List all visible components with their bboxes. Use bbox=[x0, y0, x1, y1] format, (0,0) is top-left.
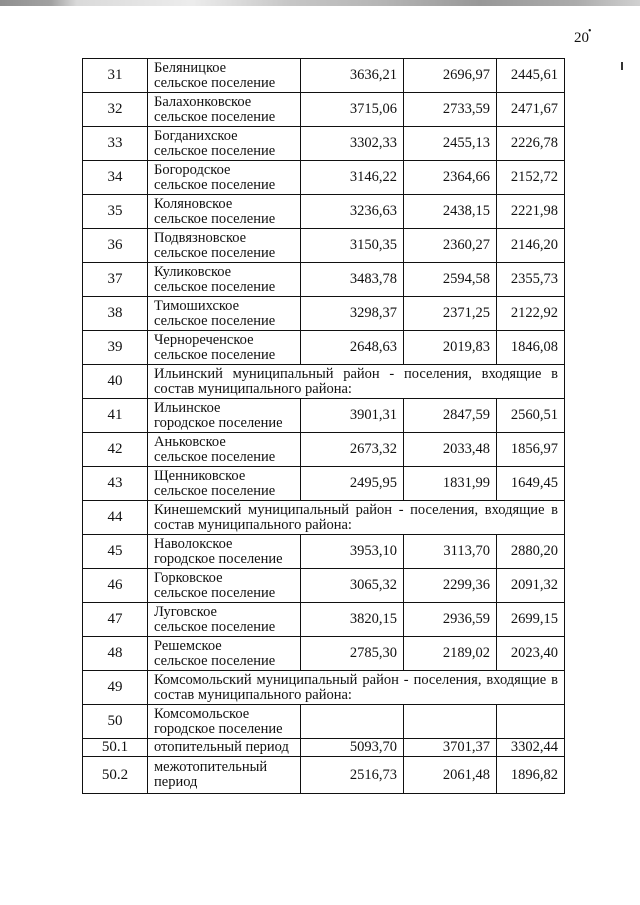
settlement-name-line1: Горковское bbox=[154, 569, 223, 586]
value-v2: 2299,36 bbox=[404, 569, 497, 603]
table-row bbox=[83, 229, 565, 263]
value-v1: 2516,73 bbox=[301, 757, 404, 794]
value-v1: 2673,32 bbox=[301, 433, 404, 467]
settlement-name bbox=[148, 127, 301, 161]
settlement-name-line2: сельское поселение bbox=[154, 584, 276, 601]
settlement-name-line2: сельское поселение bbox=[154, 74, 276, 91]
settlement-name bbox=[148, 331, 301, 365]
settlement-name-line1: Чернореченское bbox=[154, 331, 254, 348]
table-row bbox=[83, 263, 565, 297]
value-v1: 3820,15 bbox=[301, 603, 404, 637]
settlement-name-line2: сельское поселение bbox=[154, 176, 276, 193]
settlement-name-line1: отопительный период bbox=[154, 739, 289, 755]
value-v2: 2733,59 bbox=[404, 93, 497, 127]
value-v3: 2226,78 bbox=[497, 127, 565, 161]
tariff-table bbox=[82, 58, 565, 794]
settlement-name-line2: сельское поселение bbox=[154, 346, 276, 363]
settlement-name-line2: городское поселение bbox=[154, 414, 283, 431]
value-v2: 2594,58 bbox=[404, 263, 497, 297]
value-v2: 2360,27 bbox=[404, 229, 497, 263]
row-number: 48 bbox=[83, 637, 148, 671]
settlement-name bbox=[148, 637, 301, 671]
section-header-row bbox=[83, 365, 565, 399]
value-v2: 2061,48 bbox=[404, 757, 497, 794]
row-number: 35 bbox=[83, 195, 148, 229]
row-number: 45 bbox=[83, 535, 148, 569]
value-v1: 3715,06 bbox=[301, 93, 404, 127]
value-v2: 3113,70 bbox=[404, 535, 497, 569]
value-v1: 3636,21 bbox=[301, 59, 404, 93]
row-number: 33 bbox=[83, 127, 148, 161]
settlement-name-line1: Подвязновское bbox=[154, 229, 247, 246]
settlement-name-line1: Щенниковское bbox=[154, 467, 246, 484]
settlement-name-line2: сельское поселение bbox=[154, 448, 276, 465]
value-v2: 2371,25 bbox=[404, 297, 497, 331]
value-v1: 2648,63 bbox=[301, 331, 404, 365]
table-row bbox=[83, 739, 565, 757]
row-number: 32 bbox=[83, 93, 148, 127]
value-v3: 1856,97 bbox=[497, 433, 565, 467]
table-row bbox=[83, 467, 565, 501]
settlement-name-line2: сельское поселение bbox=[154, 108, 276, 125]
row-number: 44 bbox=[83, 501, 148, 535]
value-v1: 2785,30 bbox=[301, 637, 404, 671]
settlement-name bbox=[148, 195, 301, 229]
settlement-name bbox=[148, 59, 301, 93]
value-v3: 1896,82 bbox=[497, 757, 565, 794]
settlement-name-line1: Балахонковское bbox=[154, 93, 252, 110]
settlement-name-line2: сельское поселение bbox=[154, 278, 276, 295]
settlement-name-line1: Решемское bbox=[154, 637, 222, 654]
table-row bbox=[83, 127, 565, 161]
settlement-name-line1: Комсомольское bbox=[154, 705, 250, 722]
table-row bbox=[83, 603, 565, 637]
table-row bbox=[83, 535, 565, 569]
settlement-name-line2: сельское поселение bbox=[154, 312, 276, 329]
table-row bbox=[83, 705, 565, 739]
row-number: 49 bbox=[83, 671, 148, 705]
row-number: 38 bbox=[83, 297, 148, 331]
value-v3: 2445,61 bbox=[497, 59, 565, 93]
row-number: 50 bbox=[83, 705, 148, 739]
settlement-name bbox=[148, 433, 301, 467]
settlement-name-line1: межотопительный bbox=[154, 759, 268, 775]
row-number: 40 bbox=[83, 365, 148, 399]
settlement-name-line1: Богородское bbox=[154, 161, 231, 178]
settlement-name-line1: Аньковское bbox=[154, 433, 226, 450]
value-v1: 3065,32 bbox=[301, 569, 404, 603]
row-number: 36 bbox=[83, 229, 148, 263]
settlement-name-line1: Богданихское bbox=[154, 127, 238, 144]
value-v3: 2880,20 bbox=[497, 535, 565, 569]
settlement-name-line1: Беляницкое bbox=[154, 59, 227, 76]
settlement-name bbox=[148, 263, 301, 297]
value-v3: 2560,51 bbox=[497, 399, 565, 433]
value-v3 bbox=[497, 705, 565, 739]
table-row bbox=[83, 433, 565, 467]
value-v1: 3483,78 bbox=[301, 263, 404, 297]
value-v1: 3150,35 bbox=[301, 229, 404, 263]
settlement-name-line1: Коляновское bbox=[154, 195, 233, 212]
district-header: Комсомольский муниципальный район - поселения, входящие в состав муниципального района: bbox=[148, 671, 565, 705]
value-v1: 3236,63 bbox=[301, 195, 404, 229]
table-row bbox=[83, 331, 565, 365]
settlement-name-line2: сельское поселение bbox=[154, 210, 276, 227]
value-v2 bbox=[404, 705, 497, 739]
value-v1: 2495,95 bbox=[301, 467, 404, 501]
settlement-name bbox=[148, 399, 301, 433]
settlement-name-line1: Ильинское bbox=[154, 399, 221, 416]
value-v3: 2146,20 bbox=[497, 229, 565, 263]
value-v3: 2091,32 bbox=[497, 569, 565, 603]
settlement-name-line2: сельское поселение bbox=[154, 618, 276, 635]
settlement-name-line1: Наволокское bbox=[154, 535, 233, 552]
settlement-name bbox=[148, 93, 301, 127]
margin-mark bbox=[621, 62, 623, 70]
table-row bbox=[83, 297, 565, 331]
row-number: 43 bbox=[83, 467, 148, 501]
value-v2: 2033,48 bbox=[404, 433, 497, 467]
value-v1: 3298,37 bbox=[301, 297, 404, 331]
row-number: 50.1 bbox=[83, 739, 148, 757]
table-row bbox=[83, 59, 565, 93]
value-v2: 2936,59 bbox=[404, 603, 497, 637]
value-v3: 2471,67 bbox=[497, 93, 565, 127]
table-row bbox=[83, 757, 565, 794]
table-row bbox=[83, 399, 565, 433]
table-row bbox=[83, 569, 565, 603]
row-number: 37 bbox=[83, 263, 148, 297]
value-v2: 2019,83 bbox=[404, 331, 497, 365]
page-number: 20 • bbox=[574, 26, 592, 46]
settlement-name bbox=[148, 161, 301, 195]
scan-edge-artifact bbox=[0, 0, 640, 6]
settlement-name-line1: Тимошихское bbox=[154, 297, 240, 314]
settlement-name bbox=[148, 569, 301, 603]
value-v3: 2355,73 bbox=[497, 263, 565, 297]
section-header-row bbox=[83, 501, 565, 535]
row-number: 46 bbox=[83, 569, 148, 603]
value-v3: 3302,44 bbox=[497, 739, 565, 757]
section-header-row bbox=[83, 671, 565, 705]
settlement-name bbox=[148, 467, 301, 501]
value-v3: 2152,72 bbox=[497, 161, 565, 195]
value-v1 bbox=[301, 705, 404, 739]
settlement-name bbox=[148, 535, 301, 569]
settlement-name-line1: Куликовское bbox=[154, 263, 232, 280]
table-row bbox=[83, 161, 565, 195]
value-v3: 1649,45 bbox=[497, 467, 565, 501]
row-number: 31 bbox=[83, 59, 148, 93]
settlement-name bbox=[148, 739, 301, 757]
district-header: Ильинский муниципальный район - поселения, входящие в состав муниципального района: bbox=[148, 365, 565, 399]
row-number: 47 bbox=[83, 603, 148, 637]
settlement-name bbox=[148, 229, 301, 263]
value-v3: 2023,40 bbox=[497, 637, 565, 671]
settlement-name-line2: сельское поселение bbox=[154, 652, 276, 669]
value-v3: 2221,98 bbox=[497, 195, 565, 229]
value-v3: 1846,08 bbox=[497, 331, 565, 365]
value-v1: 3146,22 bbox=[301, 161, 404, 195]
value-v3: 2122,92 bbox=[497, 297, 565, 331]
settlement-name-line2: сельское поселение bbox=[154, 482, 276, 499]
settlement-name bbox=[148, 757, 301, 794]
value-v2: 2696,97 bbox=[404, 59, 497, 93]
value-v2: 1831,99 bbox=[404, 467, 497, 501]
settlement-name-line2: период bbox=[154, 774, 198, 790]
settlement-name bbox=[148, 297, 301, 331]
row-number: 39 bbox=[83, 331, 148, 365]
settlement-name-line2: городское поселение bbox=[154, 720, 283, 737]
settlement-name-line2: сельское поселение bbox=[154, 142, 276, 159]
value-v2: 2189,02 bbox=[404, 637, 497, 671]
value-v2: 2364,66 bbox=[404, 161, 497, 195]
settlement-name-line2: городское поселение bbox=[154, 550, 283, 567]
value-v1: 3953,10 bbox=[301, 535, 404, 569]
district-header: Кинешемский муниципальный район - поселения, входящие в состав муниципального района: bbox=[148, 501, 565, 535]
value-v2: 2455,13 bbox=[404, 127, 497, 161]
settlement-name-line1: Луговское bbox=[154, 603, 217, 620]
row-number: 41 bbox=[83, 399, 148, 433]
settlement-name-line2: сельское поселение bbox=[154, 244, 276, 261]
settlement-name bbox=[148, 603, 301, 637]
row-number: 34 bbox=[83, 161, 148, 195]
row-number: 42 bbox=[83, 433, 148, 467]
table-row bbox=[83, 93, 565, 127]
value-v2: 2438,15 bbox=[404, 195, 497, 229]
table-row bbox=[83, 195, 565, 229]
value-v3: 2699,15 bbox=[497, 603, 565, 637]
row-number: 50.2 bbox=[83, 757, 148, 794]
value-v2: 3701,37 bbox=[404, 739, 497, 757]
value-v1: 3901,31 bbox=[301, 399, 404, 433]
value-v1: 3302,33 bbox=[301, 127, 404, 161]
settlement-name bbox=[148, 705, 301, 739]
table-row bbox=[83, 637, 565, 671]
value-v1: 5093,70 bbox=[301, 739, 404, 757]
value-v2: 2847,59 bbox=[404, 399, 497, 433]
